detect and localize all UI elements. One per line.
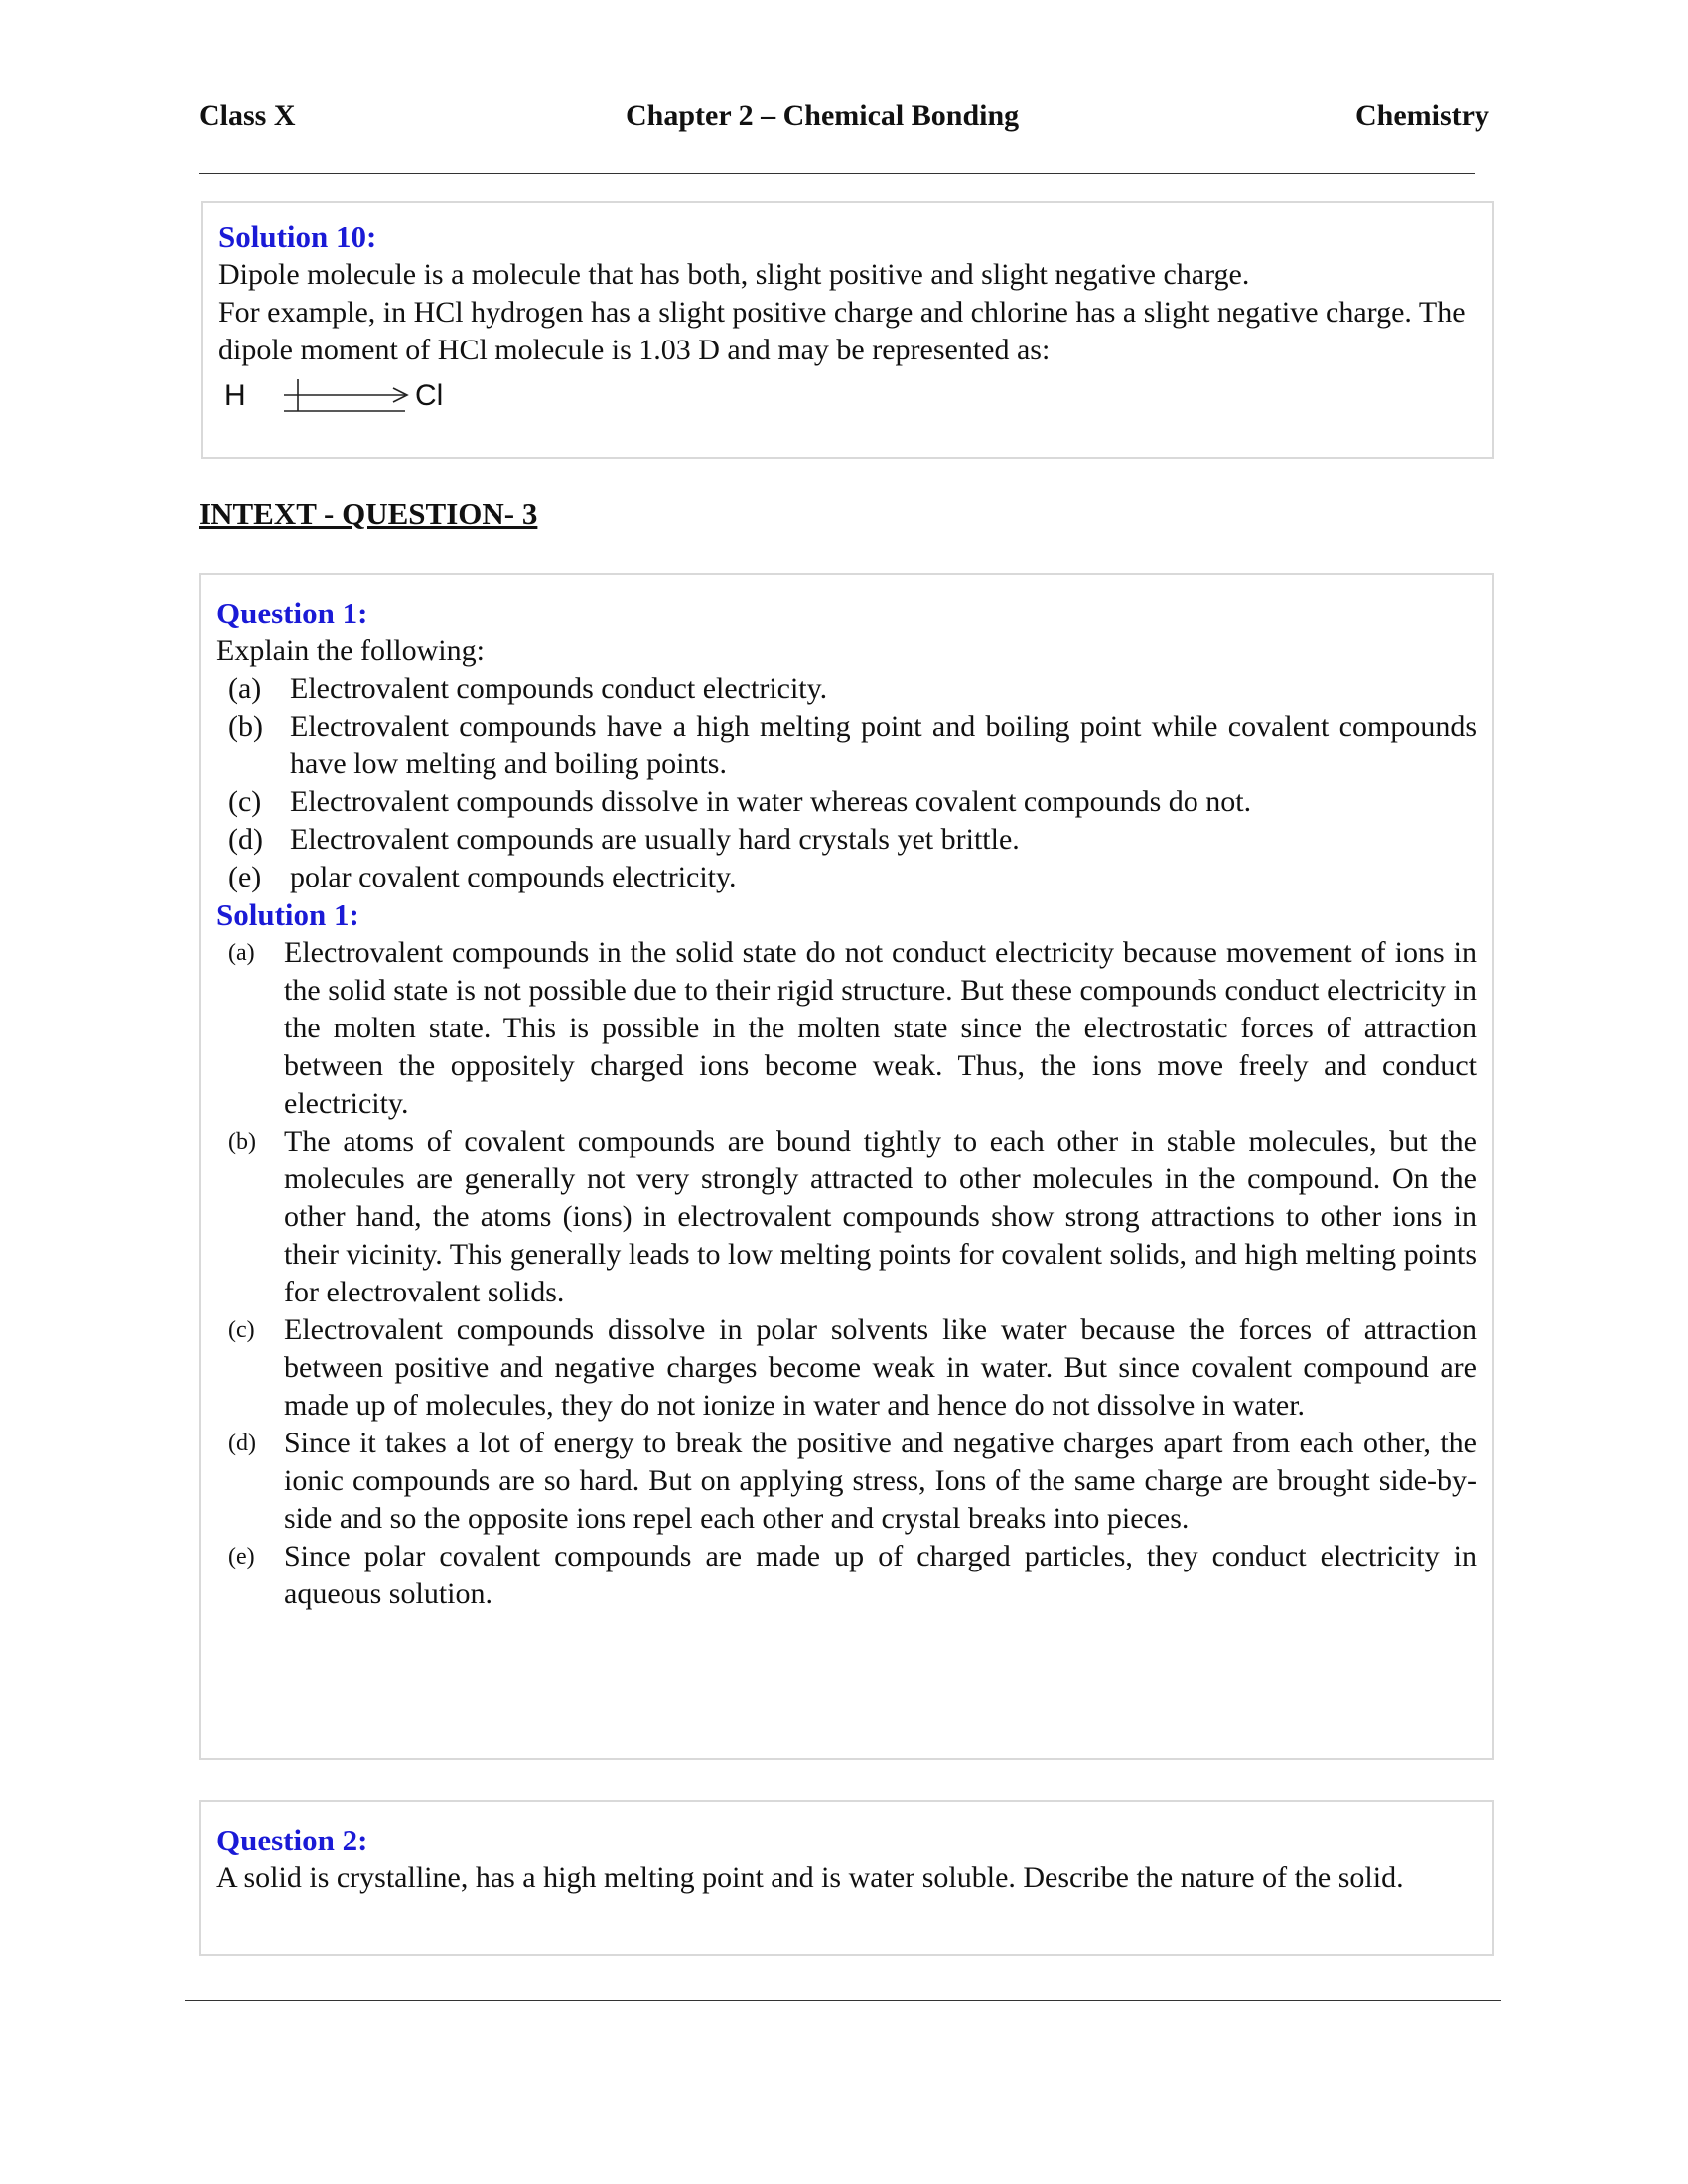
- dipole-diagram: [218, 373, 1477, 417]
- question-2-text: A solid is crystalline, has a high melting point and is water soluble. Describe the nature of the solid.: [216, 1861, 1404, 1894]
- list-item: [216, 1123, 1477, 1311]
- list-item: [216, 708, 1477, 783]
- item-label: (c): [228, 785, 262, 818]
- item-label: (b): [228, 1129, 256, 1155]
- header-subject: Chemistry: [1355, 99, 1489, 132]
- list-item: [216, 1425, 1477, 1538]
- item-label: (b): [228, 710, 263, 743]
- item-text: Electrovalent compounds are usually hard crystals yet brittle.: [290, 823, 1020, 856]
- item-text: Electrovalent compounds have a high melting point and boiling point while covalent compounds have low melting and boiling points.: [290, 710, 1477, 780]
- item-text: Electrovalent compounds in the solid state do not conduct electricity because movement of ions in the solid state is not possible due to their rigid structure. But these compounds conduct electricity in the molten state. This is possible in the molten state since the electrostatic forces of attraction between the oppositely charged ions become weak. Thus, the ions move freely and conduct electricity.: [284, 936, 1477, 1120]
- solution-10-line2: For example, in HCl hydrogen has a slight positive charge and chlorine has a slight negative charge. The dipole moment of HCl molecule is 1.03 D and may be represented as:: [218, 296, 1466, 366]
- item-label: (a): [228, 940, 255, 966]
- item-text: Since polar covalent compounds are made up of charged particles, they conduct electricity in aqueous solution.: [284, 1540, 1477, 1610]
- list-item: [216, 1538, 1477, 1613]
- solution-10-heading: Solution 10:: [218, 219, 377, 254]
- item-text: Electrovalent compounds conduct electricity.: [290, 672, 828, 705]
- item-label: (e): [228, 861, 262, 893]
- item-label: (d): [228, 1431, 256, 1456]
- question-1-box: [199, 573, 1494, 1760]
- list-item: [216, 1311, 1477, 1425]
- question-1-list: [216, 670, 1477, 896]
- list-item: [216, 783, 1477, 821]
- dipole-label-cl: Cl: [415, 379, 444, 412]
- question-1-intro: Explain the following:: [216, 634, 485, 667]
- item-text: The atoms of covalent compounds are bound tightly to each other in stable molecules, but the molecules are generally not very strongly attracted to other molecules in the compound. On the other hand, the atoms (ions) in electrovalent compounds show strong attractions to other ions in their vicinity. This generally leads to low melting points for covalent solids, and high melting points for electrovalent solids.: [284, 1125, 1477, 1308]
- list-item: [216, 859, 1477, 896]
- solution-1-heading: Solution 1:: [216, 897, 359, 932]
- solution-10-box: [201, 201, 1494, 459]
- dipole-label-h: H: [224, 379, 246, 412]
- solution-10-line1: Dipole molecule is a molecule that has both, slight positive and slight negative charge.: [218, 258, 1250, 291]
- item-label: (a): [228, 672, 262, 705]
- header-divider: [199, 173, 1475, 174]
- header-class: Class X: [199, 99, 296, 132]
- item-label: (c): [228, 1317, 255, 1343]
- section-title: INTEXT - QUESTION- 3: [199, 496, 538, 531]
- list-item: [216, 934, 1477, 1123]
- item-label: (d): [228, 823, 263, 856]
- item-text: polar covalent compounds electricity.: [290, 861, 737, 893]
- dipole-arrow-icon: [218, 373, 417, 417]
- item-text: Electrovalent compounds dissolve in polar solvents like water because the forces of attraction between positive and negative charges become weak in water. But since covalent compound are made up of molecules, they do not ionize in water and hence do not dissolve in water.: [284, 1313, 1477, 1422]
- question-2-heading: Question 2:: [216, 1823, 368, 1857]
- item-text: Electrovalent compounds dissolve in water whereas covalent compounds do not.: [290, 785, 1252, 818]
- page-header: [199, 99, 1489, 143]
- question-1-heading: Question 1:: [216, 596, 368, 630]
- list-item: [216, 821, 1477, 859]
- footer-divider: [185, 2000, 1501, 2001]
- item-text: Since it takes a lot of energy to break the positive and negative charges apart from each other, the ionic compounds are so hard. But on applying stress, Ions of the same charge are brought side-by-side and so the opposite ions repel each other and crystal breaks into pieces.: [284, 1427, 1477, 1535]
- header-chapter: Chapter 2 – Chemical Bonding: [626, 99, 1020, 132]
- question-2-box: [199, 1800, 1494, 1956]
- item-label: (e): [228, 1544, 255, 1570]
- list-item: [216, 670, 1477, 708]
- solution-1-list: [216, 934, 1477, 1613]
